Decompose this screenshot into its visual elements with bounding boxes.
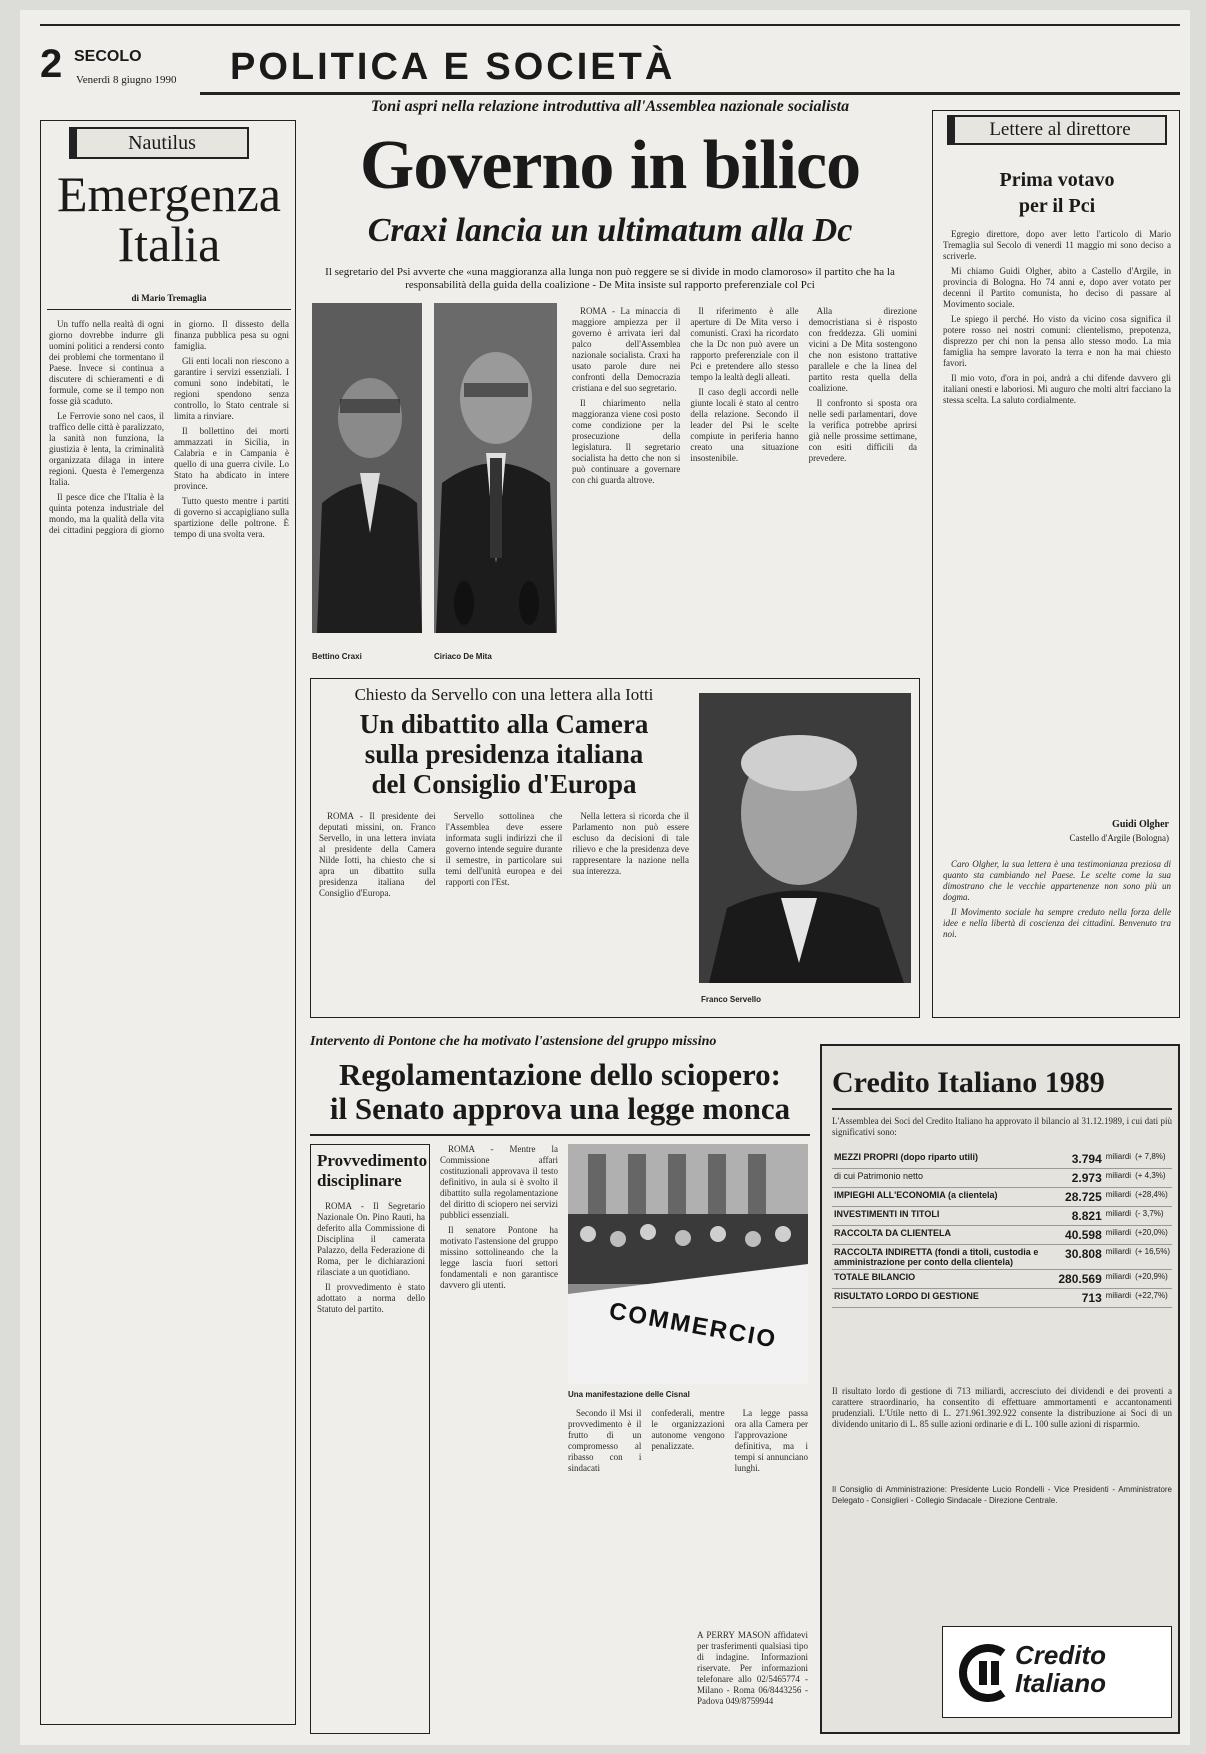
credito-title: Credito Italiano 1989 xyxy=(832,1066,1105,1099)
credito-row-unit: miliardi xyxy=(1104,1289,1133,1308)
letter-title xyxy=(933,167,1181,219)
nautilus-title xyxy=(41,166,297,272)
credito-row-change: (+ 4,3%) xyxy=(1133,1169,1172,1188)
credito-row xyxy=(832,1169,1172,1188)
demita-photo xyxy=(434,303,557,633)
letters-column xyxy=(932,110,1180,1018)
dibattito-paragraph: Servello sottolinea che l'Assemblea deve essere informata sugli indirizzi che il governo intende seguire durante il semestre, in particolare sui temi dell'unità europea e dei rapporti con l'Est. xyxy=(445,811,563,887)
sciopero-body-col1 xyxy=(440,1144,558,1734)
dibattito-box xyxy=(310,678,920,1018)
credito-row-label: TOTALE BILANCIO xyxy=(832,1270,1056,1289)
lead-paragraph: Alla direzione democristiana si è risposto con freddezza. Gli uomini vicini a De Mita sostengono che non esistono trattative parallele e che la linea del partito resta quella della coalizione. xyxy=(808,306,917,393)
perry-mason-ad: A PERRY MASON affidatevi per trasferimenti qualsiasi tipo di indagine. Informazioni riservate. Per informazioni telefonare allo 02/5465774 - Milano - Roma 06/8443256 - Padova 049/8759944 xyxy=(697,1630,808,1706)
letters-label: Lettere al direttore xyxy=(947,115,1167,145)
reply-paragraph: Il Movimento sociale ha sempre creduto nella forza delle idee e nella libertà di coscienza dei cittadini. Benvenuto tra noi. xyxy=(943,907,1171,939)
sciopero-paragraph: Secondo il Msi il provvedimento è il frutto di un compromesso al ribasso con i sindacati confederali, mentre le organizzazioni autonome vengono penalizzate. xyxy=(568,1408,725,1473)
credito-row-unit: miliardi xyxy=(1104,1169,1133,1188)
credito-table xyxy=(832,1150,1172,1308)
header-rule-top xyxy=(40,24,1180,26)
dibattito-headline-line3: del Consiglio d'Europa xyxy=(371,769,637,799)
letter-body xyxy=(943,229,1171,809)
masthead xyxy=(40,24,1180,94)
lead-paragraph: Il riferimento è alle aperture di De Mita verso i comunisti. Craxi ha ricordato che la Dc non può avere un rapporto preferenziale con il Pci e pretendere allo stesso tempo la lealtà degli alleati. xyxy=(690,306,799,382)
credito-row-unit: miliardi xyxy=(1104,1150,1133,1169)
credito-row-change: (+ 7,8%) xyxy=(1133,1150,1172,1169)
nautilus-paragraph: Un tuffo nella realtà di ogni giorno dovrebbe indurre gli uomini politici a rendersi conto dei problemi che tormentano il Paese. Invece si continua a discutere di schieramenti e di formule, come se il tempo non fosse già scaduto. xyxy=(49,319,164,406)
credito-board: Il Consiglio di Amministrazione: Presidente Lucio Rondelli - Vice Presidenti - Amministratore Delegato - Consiglieri - Collegio Sindacale - Direzione Centrale. xyxy=(832,1485,1172,1505)
credito-row-label: di cui Patrimonio netto xyxy=(832,1169,1056,1188)
credito-row-value: 30.808 xyxy=(1056,1245,1103,1270)
letter-paragraph: Egregio direttore, dopo aver letto l'articolo di Mario Tremaglia sul Secolo di venerdì 11 maggio mi sono deciso a scriverle. xyxy=(943,229,1171,261)
cisnal-photo xyxy=(568,1144,808,1384)
sciopero-headline-line1: Regolamentazione dello sciopero: xyxy=(339,1057,781,1092)
paper-date: Venerdì 8 giugno 1990 xyxy=(76,74,177,86)
credito-logo-line2: Italiano xyxy=(1015,1668,1107,1698)
lead-subheadline: Craxi lancia un ultimatum alla Dc xyxy=(367,212,853,249)
letter-signature: Guidi Olgher xyxy=(1112,819,1169,830)
credito-row-change: (+20,0%) xyxy=(1133,1226,1172,1245)
nautilus-paragraph: Tutto questo mentre i partiti di governo si accapigliano sulla spartizione delle poltrone. È tempo di una svolta vera. xyxy=(174,496,289,539)
credito-logo-icon xyxy=(953,1643,1013,1703)
lead-paragraph: Il chiarimento nella maggioranza viene così posto come condizione per la prosecuzione della legislatura. Il segretario socialista ha detto che non si può continuare a governare con chi guarda altrove. xyxy=(572,398,681,485)
dibattito-headline-line1: Un dibattito alla Camera xyxy=(359,709,649,739)
nautilus-paragraph: Le Ferrovie sono nel caos, il traffico delle città è paralizzato, la sanità non funziona, la giustizia è lenta, la criminalità organizzata dilaga in intere regioni. Questa è l'emergenza Italia. xyxy=(49,411,164,487)
credito-notes: Il risultato lordo di gestione di 713 miliardi, accresciuto dei dividendi e dei proventi a carattere straordinario, ha consentito di effettuare ammortamenti e accantonamenti prudenziali. L'Utile netto di L. 271.961.392.922 consente la distribuzione ai Soci di un dividendo unitario di L. 85 sulle azioni ordinarie e di L. 100 sulle azioni di risparmio. xyxy=(832,1386,1172,1429)
credito-row-label: INVESTIMENTI IN TITOLI xyxy=(832,1207,1056,1226)
credito-row-label: MEZZI PROPRI (dopo riparto utili) xyxy=(832,1150,1056,1169)
credito-row-change: (- 3,7%) xyxy=(1133,1207,1172,1226)
provvedimento-body xyxy=(317,1201,425,1725)
credito-row xyxy=(832,1245,1172,1270)
provvedimento-paragraph: Il provvedimento è stato adottato a norma dello Statuto del partito. xyxy=(317,1282,425,1314)
sciopero-headline-line2: il Senato approva una legge monca xyxy=(329,1091,791,1126)
provvedimento-title: Provvedimento disciplinare xyxy=(317,1151,428,1190)
dibattito-body xyxy=(319,811,689,1011)
credito-row xyxy=(832,1270,1172,1289)
letter-title-line2: per il Pci xyxy=(1018,195,1096,217)
credito-logo xyxy=(942,1626,1172,1718)
credito-row-unit: miliardi xyxy=(1104,1245,1133,1270)
credito-row-label: RACCOLTA INDIRETTA (fondi a titoli, custodia e amministrazione per conto della clientela) xyxy=(832,1245,1056,1270)
nautilus-paragraph: Gli enti locali non riescono a garantire i servizi essenziali. I comuni sono indebitati, le regioni spendono senza controllo, lo Stato centrale si limita a rinviare. xyxy=(174,356,289,421)
lead-paragraph: Il caso degli accordi nelle giunte locali è stato al centro della relazione. Secondo il leader del Psi le scelte compiute in periferia hanno creato una situazione insostenibile. xyxy=(690,387,799,463)
credito-row-label: RACCOLTA DA CLIENTELA xyxy=(832,1226,1056,1245)
letter-title-line1: Prima votavo xyxy=(999,169,1115,191)
servello-portrait-icon xyxy=(699,693,911,983)
page-number: 2 xyxy=(40,42,63,86)
nautilus-label: Nautilus xyxy=(69,127,249,159)
dibattito-kicker: Chiesto da Servello con una lettera alla Iotti xyxy=(354,685,654,704)
lead-deck: Il segretario del Psi avverte che «una maggioranza alla lunga non può reggere se si divide in modo clamoroso» il partito che ha la responsabilità della guida della coalizione - De Mita insiste sul rapporto preferenziale col Pci xyxy=(325,266,895,291)
credito-row-label: IMPIEGHI ALL'ECONOMIA (a clientela) xyxy=(832,1188,1056,1207)
craxi-portrait-icon xyxy=(312,303,422,633)
sciopero-paragraph: La legge passa ora alla Camera per l'approvazione definitiva, ma i tempi si annunciano lunghi. xyxy=(734,1408,808,1473)
credito-logo-text xyxy=(1015,1641,1106,1697)
credito-intro: L'Assemblea dei Soci del Credito Italiano ha approvato il bilancio al 31.12.1989, i cui dati più significativi sono: xyxy=(832,1116,1172,1137)
provvedimento-box xyxy=(310,1144,430,1734)
credito-row-value: 280.569 xyxy=(1056,1270,1103,1289)
dibattito-headline xyxy=(319,709,689,799)
craxi-photo xyxy=(312,303,422,633)
dibattito-headline-line2: sulla presidenza italiana xyxy=(364,739,644,769)
credito-row-unit: miliardi xyxy=(1104,1226,1133,1245)
cisnal-banner-text: COMMERCIO xyxy=(607,1297,780,1354)
credito-row-unit: miliardi xyxy=(1104,1188,1133,1207)
nautilus-column xyxy=(40,120,296,1725)
credito-row-change: (+20,9%) xyxy=(1133,1270,1172,1289)
credito-row xyxy=(832,1289,1172,1308)
lead-headline: Governo in bilico xyxy=(359,127,861,204)
letter-reply xyxy=(943,859,1171,1011)
credito-row-label: RISULTATO LORDO DI GESTIONE xyxy=(832,1289,1056,1308)
credito-title-rule xyxy=(832,1108,1172,1110)
credito-row-change: (+22,7%) xyxy=(1133,1289,1172,1308)
demita-portrait-icon xyxy=(434,303,557,633)
letter-paragraph: Le spiego il perché. Ho visto da vicino cosa significa il potere rosso nei nostri comuni: clientelismo, prepotenza, disprezzo per chi non la pensa allo stesso modo. La mia famiglia ha sempre lavorato la terra e non ha mai chiesto favori. xyxy=(943,314,1171,368)
credito-ad xyxy=(820,1044,1180,1734)
letter-paragraph: Il mio voto, d'ora in poi, andrà a chi difende davvero gli italiani onesti e laboriosi. Mi auguro che molti altri facciano la stessa scelta. La saluto cordialmente. xyxy=(943,373,1171,405)
lead-paragraph: Il confronto si sposta ora nelle sedi parlamentari, dove la verifica potrebbe aprirsi già nelle prossime settimane, con esiti difficili da prevedere. xyxy=(808,398,917,463)
nautilus-byline: di Mario Tremaglia xyxy=(131,293,207,303)
credito-table-wrap xyxy=(832,1150,1172,1308)
servello-caption: Franco Servello xyxy=(701,995,762,1004)
lead-body xyxy=(572,306,917,664)
credito-row-unit: miliardi xyxy=(1104,1270,1133,1289)
credito-row-change: (+28,4%) xyxy=(1133,1188,1172,1207)
header-rule-bottom xyxy=(200,92,1180,95)
craxi-caption: Bettino Craxi xyxy=(312,652,362,661)
credito-row-value: 2.973 xyxy=(1056,1169,1103,1188)
section-title: POLITICA E SOCIETÀ xyxy=(230,46,676,88)
nautilus-body xyxy=(49,319,289,1714)
letter-paragraph: Mi chiamo Guidi Olgher, abito a Castello d'Argile, in provincia di Bologna. Ho 74 anni e, dopo aver votato per decenni il Partito comunista, ho deciso di passare al Movimento sociale. xyxy=(943,266,1171,309)
cisnal-caption: Una manifestazione delle Cisnal xyxy=(568,1390,690,1399)
dibattito-paragraph: ROMA - Il presidente dei deputati missini, on. Franco Servello, in una lettera inviata al presidente della Camera Nilde Iotti, ha chiesto che si apra un dibattito sulla presidenza italiana del Consiglio d'Europa. xyxy=(319,811,436,898)
lead-kicker: Toni aspri nella relazione introduttiva all'Assemblea nazionale socialista xyxy=(370,98,850,115)
nautilus-paragraph: Il bollettino dei morti ammazzati in Sicilia, in Calabria e in Campania è quello di una guerra civile. Lo Stato ha abdicato in intere province. xyxy=(174,426,289,491)
sciopero-paragraph: Il senatore Pontone ha motivato l'astensione del gruppo missino sottolineando che la legge lascia fuori settori fondamentali e non garantisce davvero gli utenti. xyxy=(440,1225,558,1290)
dibattito-paragraph: Nella lettera si ricorda che il Parlamento non può essere escluso da decisioni di tale rilievo e che la presidenza deve rappresentare la nazione nella sua interezza. xyxy=(572,811,689,876)
paper-name: SECOLO xyxy=(74,48,142,65)
nautilus-title-line1: Emergenza xyxy=(57,166,281,222)
credito-row-value: 28.725 xyxy=(1056,1188,1103,1207)
credito-row xyxy=(832,1207,1172,1226)
credito-row xyxy=(832,1226,1172,1245)
credito-row-value: 713 xyxy=(1056,1289,1103,1308)
sciopero-headline xyxy=(310,1058,810,1126)
lead-paragraph: ROMA - La minaccia di maggiore ampiezza per il governo è arrivata ieri dal palco dell'Assemblea nazionale socialista. Craxi ha usato parole dure nei confronti della Democrazia cristiana e del suo segretario. xyxy=(572,306,681,393)
credito-row-unit: miliardi xyxy=(1104,1207,1133,1226)
reply-paragraph: Caro Olgher, la sua lettera è una testimonianza preziosa di quanto sta cambiando nel Paese. Le scelte come la sua dimostrano che le vecchie appartenenze non sono più un dogma. xyxy=(943,859,1171,902)
newspaper-page xyxy=(20,10,1190,1745)
provvedimento-paragraph: ROMA - Il Segretario Nazionale On. Pino Rauti, ha deferito alla Commissione di Disciplina il camerata Palazzo, della Federazione di Roma, per le dichiarazioni rilasciate a un quotidiano. xyxy=(317,1201,425,1277)
credito-row xyxy=(832,1188,1172,1207)
nautilus-byline-rule xyxy=(47,309,291,310)
demita-caption: Ciriaco De Mita xyxy=(434,652,492,661)
sciopero-kicker: Intervento di Pontone che ha motivato l'astensione del gruppo missino xyxy=(310,1034,717,1049)
nautilus-paragraph: Il pesce dice che l'Italia è la quinta potenza industriale del mondo, ma la qualità della vita dei cittadini peggiora di giorno in giorno. Il dissesto della finanza pubblica pesa su ogni famiglia. xyxy=(49,319,289,535)
credito-row-value: 40.598 xyxy=(1056,1226,1103,1245)
credito-row-value: 3.794 xyxy=(1056,1150,1103,1169)
credito-row-change: (+ 16,5%) xyxy=(1133,1245,1172,1270)
servello-photo xyxy=(699,693,911,983)
sciopero-rule xyxy=(310,1134,810,1136)
sciopero-paragraph: ROMA - Mentre la Commissione affari costituzionali approvava il testo definitivo, in aula si è svolto il dibattito sulla regolamentazione del diritto di sciopero nei servizi pubblici essenziali. xyxy=(440,1144,558,1220)
credito-logo-line1: Credito xyxy=(1015,1640,1106,1670)
credito-row xyxy=(832,1150,1172,1169)
nautilus-title-line2: Italia xyxy=(117,216,221,272)
letter-location: Castello d'Argile (Bologna) xyxy=(1069,833,1169,843)
credito-row-value: 8.821 xyxy=(1056,1207,1103,1226)
